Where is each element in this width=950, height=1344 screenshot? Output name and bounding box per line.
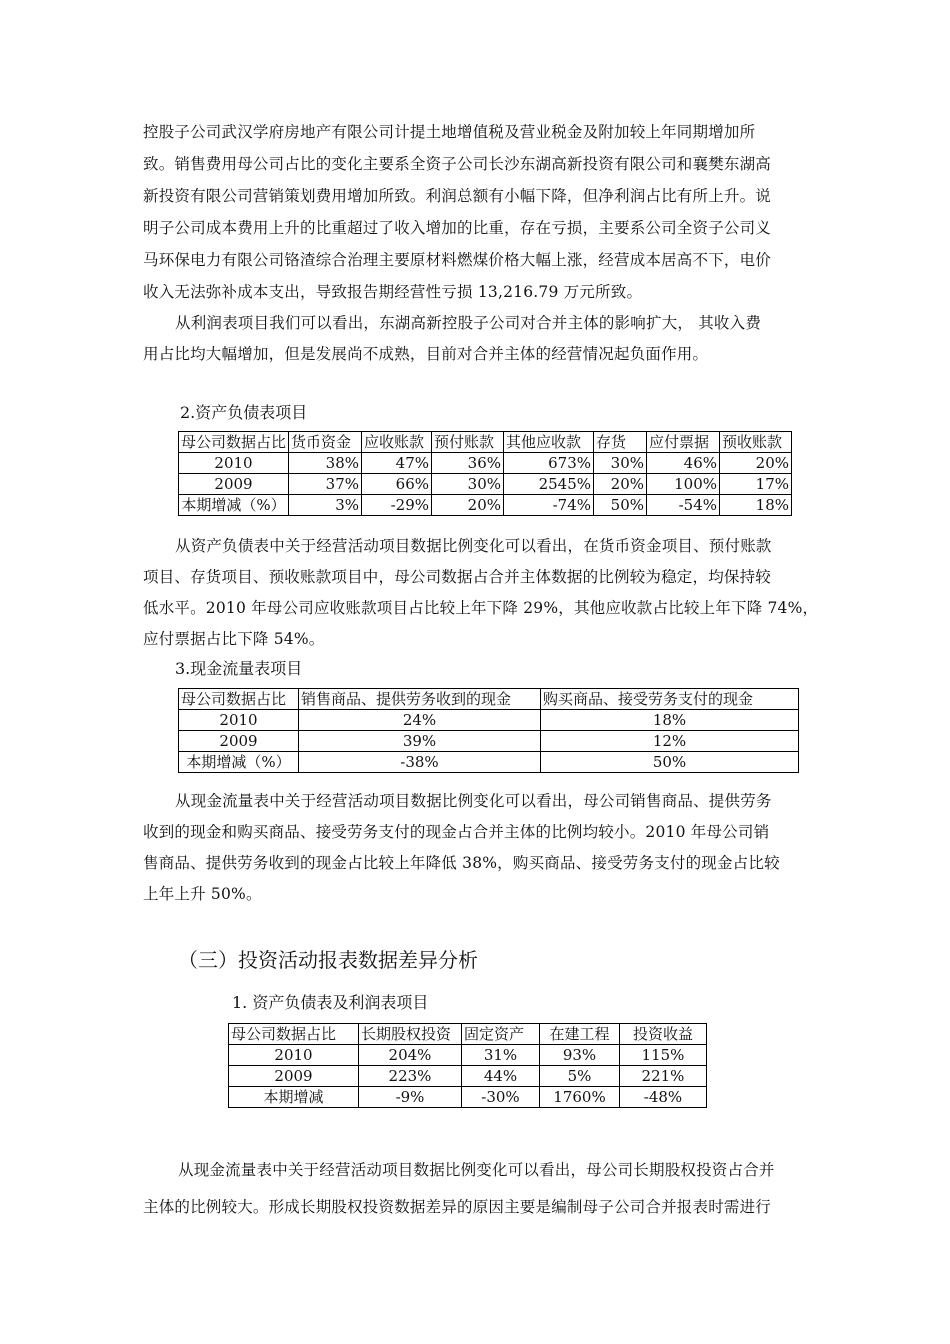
table-cell: -74%: [504, 495, 594, 516]
table-cell: 1760%: [540, 1087, 620, 1108]
table-cell: 221%: [620, 1066, 707, 1087]
table-cell: 2009: [229, 1066, 359, 1087]
table-cell: 93%: [540, 1045, 620, 1066]
table-header-cell: 其他应收款: [504, 432, 594, 453]
table-header-cell: 在建工程: [540, 1024, 620, 1045]
table-row: [179, 731, 799, 752]
table-header-cell: 预付账款: [432, 432, 504, 453]
paragraph-line: 收到的现金和购买商品、接受劳务支付的现金占合并主体的比例均较小。2010 年母公司销: [143, 823, 770, 841]
paragraph-line: 从利润表项目我们可以看出，东湖高新控股子公司对合并主体的影响扩大， 其收入费: [175, 314, 762, 332]
table-cell: 18%: [720, 495, 792, 516]
subsection-heading: 3.现金流量表项目: [175, 659, 303, 678]
table-cell: 2010: [179, 710, 299, 731]
table-row: [229, 1066, 707, 1087]
table-row: [179, 453, 792, 474]
table-header-cell: 母公司数据占比: [179, 689, 299, 710]
table-cell: 50%: [594, 495, 647, 516]
table-cell: 30%: [594, 453, 647, 474]
table-cell: 17%: [720, 474, 792, 495]
table-header-row: [229, 1024, 707, 1045]
table-header-cell: 应付票据: [647, 432, 720, 453]
table-cell: -29%: [362, 495, 432, 516]
table-header-cell: 销售商品、提供劳务收到的现金: [299, 689, 541, 710]
table-cell: 本期增减（%）: [179, 495, 289, 516]
table-cell: 47%: [362, 453, 432, 474]
paragraph-line: 应付票据占比下降 54%。: [143, 630, 325, 648]
table-cell: 本期增减（%）: [179, 752, 299, 773]
balance-sheet-table: [178, 431, 792, 516]
table-cell: -48%: [620, 1087, 707, 1108]
paragraph-line: 低水平。2010 年母公司应收账款项目占比较上年下降 29%，其他应收款占比较上年下降 74%，: [143, 599, 819, 617]
table-cell: 100%: [647, 474, 720, 495]
table-cell: 24%: [299, 710, 541, 731]
paragraph-line: 用占比均大幅增加，但是发展尚不成熟，目前对合并主体的经营情况起负面作用。: [143, 345, 709, 363]
table-cell: -38%: [299, 752, 541, 773]
paragraph-line: 项目、存货项目、预收账款项目中，母公司数据占合并主体数据的比例较为稳定，均保持较: [143, 568, 772, 586]
table-cell: 30%: [432, 474, 504, 495]
table-row: [229, 1087, 707, 1108]
table-cell: -9%: [359, 1087, 462, 1108]
table-cell: 36%: [432, 453, 504, 474]
table-cell: 本期增减: [229, 1087, 359, 1108]
paragraph-line: 马环保电力有限公司铬渣综合治理主要原材料燃煤价格大幅上涨，经营成本居高不下，电价: [143, 251, 772, 269]
subsection-heading: 2.资产负债表项目: [180, 403, 308, 422]
table-header-cell: 固定资产: [462, 1024, 540, 1045]
table-cell: 20%: [720, 453, 792, 474]
table-cell: 44%: [462, 1066, 540, 1087]
paragraph-line: 从现金流量表中关于经营活动项目数据比例变化可以看出，母公司长期股权投资占合并: [178, 1161, 775, 1179]
paragraph-line: 收入无法弥补成本支出，导致报告期经营性亏损 13,216.79 万元所致。: [143, 283, 643, 301]
table-cell: 2010: [229, 1045, 359, 1066]
paragraph-line: 明子公司成本费用上升的比重超过了收入增加的比重，存在亏损，主要系公司全资子公司义: [143, 219, 772, 237]
table-cell: 18%: [541, 710, 799, 731]
table-header-cell: 存货: [594, 432, 647, 453]
table-header-cell: 长期股权投资: [359, 1024, 462, 1045]
table-cell: 2010: [179, 453, 289, 474]
table-header-cell: 预收账款: [720, 432, 792, 453]
table-cell: 20%: [594, 474, 647, 495]
paragraph-line: 从资产负债表中关于经营活动项目数据比例变化可以看出，在货币资金项目、预付账款: [175, 537, 772, 555]
table-header-cell: 母公司数据占比: [229, 1024, 359, 1045]
subsection-heading: 1. 资产负债表及利润表项目: [232, 993, 429, 1012]
table-row: [179, 495, 792, 516]
table-cell: 204%: [359, 1045, 462, 1066]
table-header-row: [179, 432, 792, 453]
table-cell: 5%: [540, 1066, 620, 1087]
table-header-cell: 应收账款: [362, 432, 432, 453]
table-cell: 2009: [179, 474, 289, 495]
table-cell: 39%: [299, 731, 541, 752]
table-cell: 50%: [541, 752, 799, 773]
table-cell: 3%: [289, 495, 362, 516]
table-header-cell: 母公司数据占比: [179, 432, 289, 453]
table-row: [229, 1045, 707, 1066]
table-header-row: [179, 689, 799, 710]
table-row: [179, 474, 792, 495]
table-header-cell: 投资收益: [620, 1024, 707, 1045]
table-cell: 115%: [620, 1045, 707, 1066]
paragraph-line: 致。销售费用母公司占比的变化主要系全资子公司长沙东湖高新投资有限公司和襄樊东湖高: [143, 155, 772, 173]
table-cell: 38%: [289, 453, 362, 474]
table-cell: 2545%: [504, 474, 594, 495]
paragraph-line: 新投资有限公司营销策划费用增加所致。利润总额有小幅下降，但净利润占比有所上升。说: [143, 187, 772, 205]
table-cell: 66%: [362, 474, 432, 495]
paragraph-line: 从现金流量表中关于经营活动项目数据比例变化可以看出，母公司销售商品、提供劳务: [175, 792, 772, 810]
paragraph-line: 上年上升 50%。: [143, 885, 262, 903]
paragraph-line: 控股子公司武汉学府房地产有限公司计提土地增值税及营业税金及附加较上年同期增加所: [143, 123, 756, 141]
table-cell: -30%: [462, 1087, 540, 1108]
paragraph-line: 主体的比例较大。形成长期股权投资数据差异的原因主要是编制母子公司合并报表时需进行: [143, 1198, 772, 1216]
table-cell: 12%: [541, 731, 799, 752]
table-cell: 31%: [462, 1045, 540, 1066]
cash-flow-table: [178, 688, 799, 773]
table-row: [179, 710, 799, 731]
table-cell: 20%: [432, 495, 504, 516]
table-cell: 46%: [647, 453, 720, 474]
table-cell: -54%: [647, 495, 720, 516]
table-header-cell: 购买商品、接受劳务支付的现金: [541, 689, 799, 710]
table-cell: 37%: [289, 474, 362, 495]
paragraph-line: 售商品、提供劳务收到的现金占比较上年降低 38%，购买商品、接受劳务支付的现金占比较: [143, 854, 780, 872]
table-header-cell: 货币资金: [289, 432, 362, 453]
section-heading: （三）投资活动报表数据差异分析: [178, 948, 478, 972]
table-cell: 2009: [179, 731, 299, 752]
table-row: [179, 752, 799, 773]
investment-table: [228, 1023, 707, 1108]
table-cell: 223%: [359, 1066, 462, 1087]
table-cell: 673%: [504, 453, 594, 474]
